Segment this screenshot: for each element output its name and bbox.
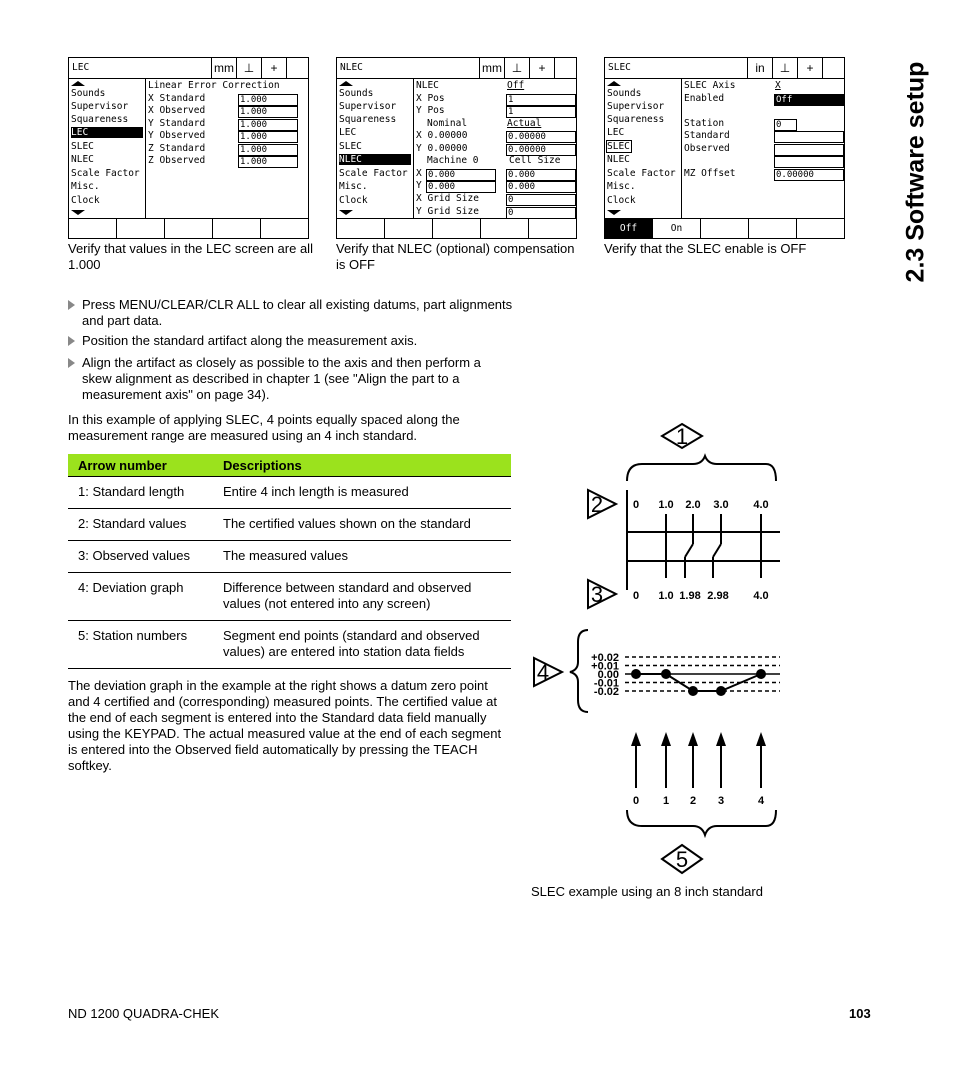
menu-item-misc[interactable]: Misc. [607,181,636,192]
y-actual-input[interactable]: 0.00000 [506,144,576,156]
menu-item-supervisor[interactable]: Supervisor [339,101,397,112]
station-input[interactable]: 0 [774,119,797,131]
blank-key [286,58,309,78]
softkey-off[interactable]: Off [605,219,652,238]
datum-icon[interactable]: ⊥ [772,58,797,78]
standard-tick-slant [685,544,693,557]
bullet-text: Press MENU/CLEAR/CLR ALL to clear all existing datums, part alignments and part data. [82,297,513,328]
bullet-text: Align the artifact as closely as possible to the axis and then perform a skew alignment as described in chapter 1 (see "Align the part to a measurement axis" on page 34). [82,355,481,402]
y-observed-input[interactable]: 1.000 [238,131,298,143]
observed-value-label: 1.0 [658,590,674,602]
scroll-up-icon[interactable] [339,81,353,86]
table-row [68,621,511,669]
bullet-item [68,333,513,349]
menu-item-nlec[interactable]: NLEC [339,154,411,165]
x-nominal: X 0.00000 [416,130,468,141]
nominal-label: Nominal [427,118,468,129]
mzoffset-input[interactable]: 0.00000 [774,169,844,181]
menu-item-lec[interactable]: LEC [607,127,625,138]
table-cell: Difference between standard and observed values (not entered into any screen) [213,573,511,621]
xgrid-input[interactable]: 0 [506,194,576,206]
menu-item-nlec[interactable]: NLEC [607,154,630,165]
station-arrow-icon [631,732,641,746]
slec-axis-label: SLEC Axis [684,80,736,91]
station-number-label: 4 [757,795,765,807]
softkey-on[interactable]: On [670,223,683,234]
blank-key [822,58,845,78]
softkey[interactable] [796,219,797,238]
table-cell: 5: Station numbers [68,621,213,669]
menu-item-slec[interactable]: SLEC [339,141,362,152]
screen-title: LEC [72,62,90,73]
table-cell: Entire 4 inch length is measured [213,477,511,509]
menu-item-slec[interactable]: SLEC [607,141,630,152]
standard-value-label: 1.0 [658,499,674,511]
scroll-up-icon[interactable] [607,81,621,86]
y-cellsize-input[interactable]: 0.000 [506,181,576,193]
deviation-axis-label: -0.02 [593,686,619,698]
table-cell: 2: Standard values [68,509,213,541]
menu-item-supervisor[interactable]: Supervisor [71,101,129,112]
deviation-axis-label: -0.01 [593,677,619,690]
softkey-bar [605,218,844,238]
ypos-label: Y Pos [416,105,445,116]
softkey-bar [69,218,308,238]
menu-item-sounds[interactable]: Sounds [339,88,374,99]
scroll-down-icon[interactable] [339,210,353,215]
table-row [68,541,511,573]
blank-key [554,58,577,78]
deviation-point [688,686,698,696]
deviation-point [661,669,671,679]
screen-title: NLEC [340,62,363,73]
scroll-up-icon[interactable] [71,81,85,86]
nlec-screen [336,57,577,239]
standard-label: Standard [684,130,730,141]
softkey[interactable] [480,219,481,238]
bullet-item [68,297,513,329]
table-row [68,509,511,541]
menu-item-sounds[interactable]: Sounds [607,88,642,99]
figure-caption: SLEC example using an 8 inch standard [531,884,763,899]
nlec-label: NLEC [416,80,439,91]
table-row [68,573,511,621]
z-observed-input[interactable]: 1.000 [238,156,298,168]
softkey[interactable] [164,219,165,238]
observed-value-label: 4.0 [753,590,769,602]
standard-tick-slant [713,544,721,557]
menu-item-lec[interactable]: LEC [71,127,143,138]
menu-item-scale-factor[interactable]: Scale Factor [607,168,676,179]
top-brace [627,456,776,481]
standard-input[interactable] [774,131,844,143]
enabled-input[interactable]: Off [774,94,844,106]
softkey[interactable] [116,219,117,238]
bottom-brace [627,810,776,835]
softkey[interactable] [748,219,749,238]
y-machine0-input[interactable]: 0.000 [426,181,496,193]
z-standard-input[interactable]: 1.000 [238,144,298,156]
station-number-label: 0 [632,795,640,807]
x-machine0-input[interactable]: 0.000 [426,169,496,181]
slec-axis-value[interactable]: X [775,80,781,91]
unit-toggle[interactable]: mm [479,58,504,78]
arrow-description-table [68,454,511,669]
standard-value-label: 0 [632,499,640,511]
nlec-caption: Verify that NLEC (optional) compensation is OFF [336,241,575,272]
ypos-input[interactable]: 1 [506,106,576,118]
setup-menu [337,79,414,218]
menu-item-clock[interactable]: Clock [71,195,100,206]
menu-item-scale-factor[interactable]: Scale Factor [71,168,140,179]
table-row [68,477,511,509]
enabled-label: Enabled [684,93,725,104]
station-arrow-icon [661,732,671,746]
table-header: Descriptions [213,454,511,477]
observed-label: Observed [684,143,730,154]
intro-paragraph: In this example of applying SLEC, 4 points equally spaced along the measurement range are measured using an 4 inch standard. [68,412,460,443]
unit-toggle[interactable]: in [747,58,772,78]
bullet-text: Position the standard artifact along the measurement axis. [82,333,418,348]
bullet-arrow-icon [68,300,75,310]
menu-item-squareness[interactable]: Squareness [339,114,397,125]
unit-toggle[interactable]: mm [211,58,236,78]
softkey-bar [337,218,576,238]
datum-icon[interactable]: ⊥ [504,58,529,78]
table-header: Arrow number [68,454,213,477]
deviation-axis-label: +0.02 [591,652,619,664]
mzoffset-label: MZ Offset [684,168,736,179]
footer-product: ND 1200 QUADRA-CHEK [68,1006,219,1021]
menu-item-misc[interactable]: Misc. [71,181,100,192]
menu-item-scale-factor[interactable]: Scale Factor [339,168,408,179]
setup-menu [69,79,146,218]
deviation-axis-label: 0.00 [597,669,619,681]
menu-item-misc[interactable]: Misc. [339,181,368,192]
observed-value-label: 2.98 [707,590,729,602]
x-actual-input[interactable]: 0.00000 [506,131,576,143]
softkey[interactable] [528,219,529,238]
y-nominal: Y 0.00000 [416,143,468,154]
callout-2-label: 2 [590,492,604,517]
standard-value-label: 4.0 [753,499,769,511]
menu-item-supervisor[interactable]: Supervisor [607,101,665,112]
extra-input[interactable] [774,156,844,168]
actual-label: Actual [507,118,542,129]
field-label: X Observed [148,105,206,116]
xpos-input[interactable]: 1 [506,94,576,106]
standard-value-label: 2.0 [685,499,701,511]
station-label: Station [684,118,725,129]
bullet-arrow-icon [68,336,75,346]
callout-5-label: 5 [675,847,689,872]
menu-item-squareness[interactable]: Squareness [607,114,665,125]
y-label: Y [416,180,422,191]
closing-paragraph: The deviation graph in the example at the right shows a datum zero point and 4 certified and (corresponding) measured points. The certified value at the end of each segment is entered into the Standard data field manually using the KEYPAD. The actual measured value at the end of each segment is entered into the Observed field automatically by pressing the TEACH softkey. [68,678,502,773]
y-standard-input[interactable]: 1.000 [238,119,298,131]
menu-item-slec[interactable]: SLEC [71,141,94,152]
station-number-label: 3 [717,795,725,807]
scroll-down-icon[interactable] [607,210,621,215]
softkey[interactable] [212,219,213,238]
section-title: 2.3 Software setup [901,61,930,283]
field-label: Y Observed [148,130,206,141]
table-cell: 1: Standard length [68,477,213,509]
menu-item-squareness[interactable]: Squareness [71,114,129,125]
slec-screen [604,57,845,239]
datum-icon[interactable]: ⊥ [236,58,261,78]
screen-title: SLEC [608,62,631,73]
field-label: X Standard [148,93,206,104]
lec-heading: Linear Error Correction [148,80,280,91]
deviation-point [756,669,766,679]
menu-item-clock[interactable]: Clock [607,195,636,206]
menu-item-nlec[interactable]: NLEC [71,154,94,165]
machine0-label: Machine 0 [427,155,479,166]
softkey[interactable] [260,219,261,238]
crosshair-icon[interactable]: + [529,58,554,78]
callout-4-label: 4 [536,660,550,685]
station-arrow-icon [756,732,766,746]
page-number: 103 [849,1006,871,1021]
slec-example-figure [530,418,790,888]
observed-value-label: 1.98 [679,590,701,602]
table-cell: 4: Deviation graph [68,573,213,621]
bullet-arrow-icon [68,358,75,368]
menu-item-clock[interactable]: Clock [339,195,368,206]
softkey[interactable] [700,219,701,238]
station-arrow-icon [688,732,698,746]
table-cell: Segment end points (standard and observed values) are entered into station data fields [213,621,511,669]
x-standard-input[interactable]: 1.000 [238,94,298,106]
bullet-item [68,355,513,403]
x-observed-input[interactable]: 1.000 [238,106,298,118]
standard-value-label: 3.0 [713,499,729,511]
softkey[interactable] [432,219,433,238]
ygrid-label: Y Grid Size [416,206,479,217]
setup-menu [605,79,682,218]
table-cell: 3: Observed values [68,541,213,573]
deviation-point [631,669,641,679]
field-label: Z Standard [148,143,206,154]
crosshair-icon[interactable]: + [797,58,822,78]
ygrid-input[interactable]: 0 [506,207,576,219]
nlec-enable-value[interactable]: Off [507,80,525,91]
lec-screen [68,57,309,239]
table-cell: The measured values [213,541,511,573]
deviation-axis-label: +0.01 [591,660,619,673]
observed-value-label: 0 [632,590,640,602]
callout-3-label: 3 [590,582,604,607]
station-arrow-icon [716,732,726,746]
scroll-down-icon[interactable] [71,210,85,215]
menu-item-lec[interactable]: LEC [339,127,357,138]
station-number-label: 1 [662,795,670,807]
callout-1-label: 1 [675,424,689,449]
field-label: Y Standard [148,118,206,129]
field-label: Z Observed [148,155,206,166]
slec-caption: Verify that the SLEC enable is OFF [604,241,807,256]
table-cell: The certified values shown on the standard [213,509,511,541]
x-cellsize-input[interactable]: 0.000 [506,169,576,181]
deviation-brace [570,630,588,712]
cellsize-label: Cell Size [509,155,561,166]
lec-caption: Verify that values in the LEC screen are all 1.000 [68,241,313,272]
x-label: X [416,168,422,179]
station-number-label: 2 [689,795,697,807]
observed-input[interactable] [774,144,844,156]
xgrid-label: X Grid Size [416,193,479,204]
deviation-point [716,686,726,696]
crosshair-icon[interactable]: + [261,58,286,78]
softkey[interactable] [384,219,385,238]
menu-item-sounds[interactable]: Sounds [71,88,106,99]
xpos-label: X Pos [416,93,445,104]
